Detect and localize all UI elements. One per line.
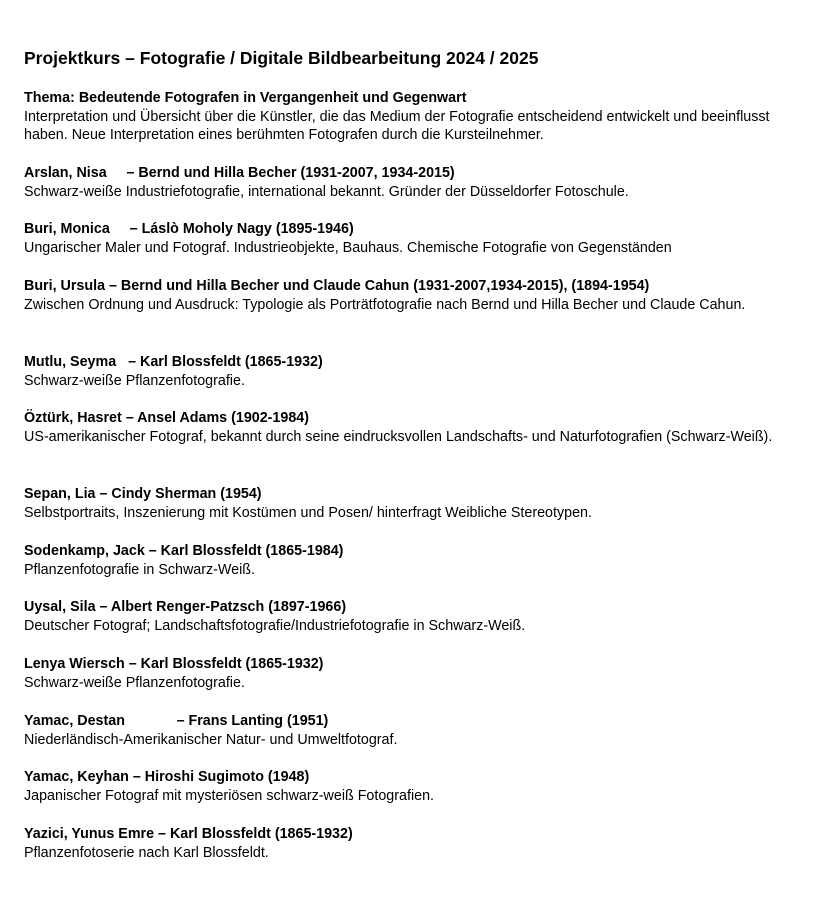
list-item bbox=[24, 277, 804, 314]
entry-heading: Yamac, Destan – Frans Lanting (1951) bbox=[24, 713, 329, 729]
entry-heading: Yamac, Keyhan – Hiroshi Sugimoto (1948) bbox=[24, 769, 310, 785]
entry-heading: Mutlu, Seyma – Karl Blossfeldt (1865-1932) bbox=[24, 354, 323, 370]
document-title: Projektkurs – Fotografie / Digitale Bildbearbeitung 2024 / 2025 bbox=[24, 48, 539, 68]
list-item bbox=[24, 542, 804, 579]
entry-description: Selbstportraits, Inszenierung mit Kostümen und Posen/ hinterfragt Weibliche Stereotypen. bbox=[24, 504, 592, 521]
entry-description: Pflanzenfotoserie nach Karl Blossfeldt. bbox=[24, 844, 269, 861]
entry-description: Schwarz-weiße Pflanzenfotografie. bbox=[24, 372, 245, 389]
list-item bbox=[24, 353, 804, 390]
list-item bbox=[24, 825, 804, 862]
theme-heading: Thema: Bedeutende Fotografen in Vergangenheit und Gegenwart bbox=[24, 90, 467, 106]
list-item bbox=[24, 768, 804, 805]
list-item bbox=[24, 164, 804, 201]
entry-description: Niederländisch-Amerikanischer Natur- und Umweltfotograf. bbox=[24, 731, 398, 748]
entry-heading: Sodenkamp, Jack – Karl Blossfeldt (1865-1984) bbox=[24, 543, 344, 559]
list-item bbox=[24, 220, 804, 257]
list-item bbox=[24, 485, 804, 522]
entry-heading: Lenya Wiersch – Karl Blossfeldt (1865-1932) bbox=[24, 656, 324, 672]
entry-heading: Yazici, Yunus Emre – Karl Blossfeldt (1865-1932) bbox=[24, 826, 353, 842]
entry-description: Schwarz-weiße Pflanzenfotografie. bbox=[24, 674, 245, 691]
entry-heading: Öztürk, Hasret – Ansel Adams (1902-1984) bbox=[24, 410, 310, 426]
entry-description: Japanischer Fotograf mit mysteriösen schwarz-weiß Fotografien. bbox=[24, 787, 434, 804]
entry-heading: Uysal, Sila – Albert Renger-Patzsch (1897-1966) bbox=[24, 599, 347, 615]
entry-description: Deutscher Fotograf; Landschaftsfotografie/Industriefotografie in Schwarz-Weiß. bbox=[24, 617, 526, 634]
entry-description: Zwischen Ordnung und Ausdruck: Typologie als Porträtfotografie nach Bernd und Hilla Becher und Claude Cahun. bbox=[24, 296, 746, 313]
entry-heading: Buri, Monica – Láslò Moholy Nagy (1895-1946) bbox=[24, 221, 354, 237]
list-item bbox=[24, 655, 804, 692]
theme-text: Interpretation und Übersicht über die Künstler, die das Medium der Fotografie entscheidend entwickelt und beeinflusst haben. Neue Interpretation eines berühmten Fotografen durch die Kursteilnehmer. bbox=[24, 108, 770, 143]
entry-description: US-amerikanischer Fotograf, bekannt durch seine eindrucksvollen Landschafts- und Naturfotografien (Schwarz-Weiß). bbox=[24, 428, 773, 445]
list-item bbox=[24, 712, 804, 749]
entry-description: Pflanzenfotografie in Schwarz-Weiß. bbox=[24, 561, 255, 578]
theme-section bbox=[24, 89, 804, 145]
entry-heading: Sepan, Lia – Cindy Sherman (1954) bbox=[24, 486, 262, 502]
entry-heading: Buri, Ursula – Bernd und Hilla Becher und Claude Cahun (1931-2007,1934-2015), (1894-1954) bbox=[24, 278, 650, 294]
entry-description: Ungarischer Maler und Fotograf. Industrieobjekte, Bauhaus. Chemische Fotografie von Gegenständen bbox=[24, 239, 672, 256]
entry-description: Schwarz-weiße Industriefotografie, international bekannt. Gründer der Düsseldorfer Fotoschule. bbox=[24, 183, 629, 200]
list-item bbox=[24, 598, 804, 635]
entry-heading: Arslan, Nisa – Bernd und Hilla Becher (1931-2007, 1934-2015) bbox=[24, 165, 455, 181]
list-item bbox=[24, 409, 804, 446]
